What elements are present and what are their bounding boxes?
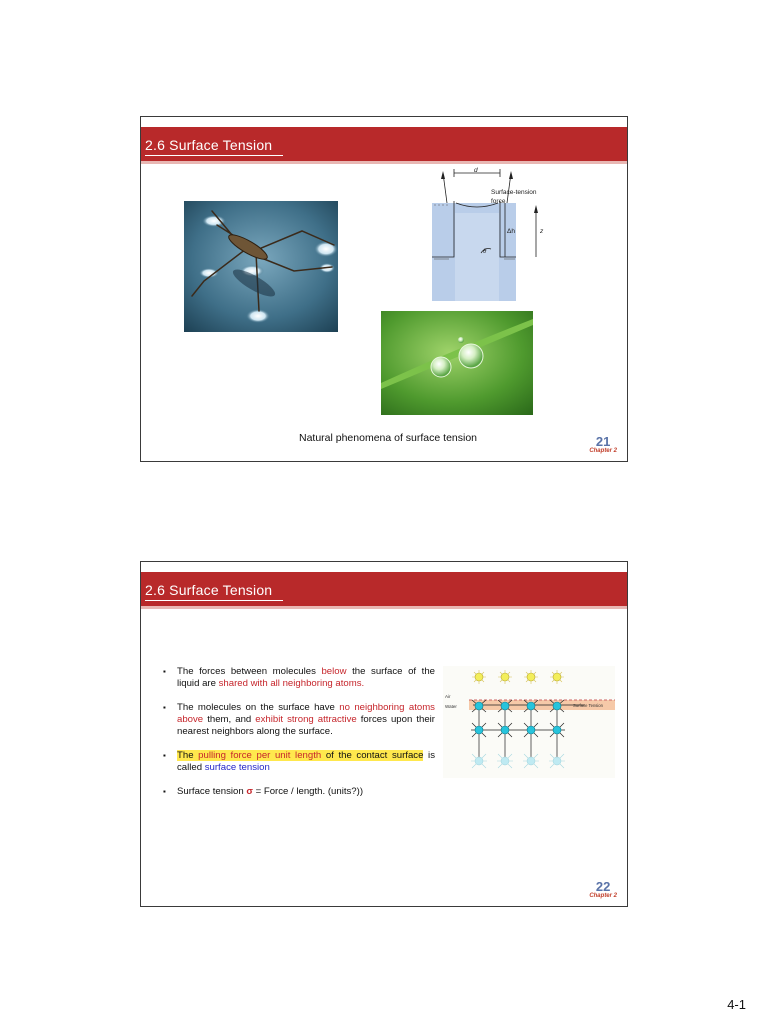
bullet-item (163, 702, 435, 738)
bullet-item (163, 750, 435, 774)
bullet-item (163, 666, 435, 690)
chapter-label: Chapter 2 (589, 448, 617, 454)
text: The forces between molecules (177, 666, 322, 677)
surface-tension-label: Surface Tension (573, 703, 603, 708)
handout-page-number: 4-1 (727, 997, 746, 1012)
title-underline (145, 155, 283, 156)
title-bar (141, 127, 627, 161)
water-label: Water (445, 704, 457, 709)
water-strider-photo (184, 201, 338, 332)
capillary-diagram (429, 167, 555, 301)
dew-drops-photo (381, 311, 533, 415)
page-number: 22 (595, 879, 611, 894)
z-label: z (540, 228, 544, 235)
slide-title: 2.6 Surface Tension (145, 137, 273, 153)
title-underline (145, 600, 283, 601)
theta-label: θ (483, 249, 487, 255)
text: the surface of the liquid are (177, 666, 435, 689)
highlight-text: below (321, 666, 347, 677)
caption: Natural phenomena of surface tension (298, 432, 478, 444)
highlight-text: exhibit strong attractive (255, 714, 357, 725)
molecule-diagram (443, 666, 615, 778)
dh-label: Δh (507, 228, 515, 235)
chapter-label: Chapter 2 (589, 893, 617, 899)
bullet-item (163, 786, 435, 798)
force-label-2: force (491, 198, 506, 205)
page-number: 21 (595, 434, 611, 449)
slide-number (589, 881, 617, 899)
text: is called (177, 750, 435, 773)
d-label: d (474, 167, 478, 174)
text: = Force / length. (units?)) (252, 786, 364, 797)
bullet-list (163, 666, 435, 810)
slide-21 (140, 116, 628, 462)
slide-22 (140, 561, 628, 907)
sigma-symbol: σ (246, 786, 253, 797)
highlight-text: surface tension (204, 762, 270, 773)
text: them, and (203, 714, 256, 725)
force-label-1: Surface-tension (491, 189, 537, 196)
highlight-text: no neighboring atoms above (177, 702, 435, 725)
slide-title: 2.6 Surface Tension (145, 582, 273, 598)
highlight-text: of the contact surface (321, 750, 424, 761)
highlight-text: shared with all neighboring atoms. (218, 678, 365, 689)
highlight-text: pulling force per unit length (193, 750, 322, 761)
highlight-text: The (177, 750, 194, 761)
air-label: Air (445, 694, 451, 699)
text: Surface tension (177, 786, 247, 797)
text: forces upon their nearest neighbors along the surface. (177, 714, 435, 737)
text: The molecules on the surface have (177, 702, 340, 713)
slide-number (589, 436, 617, 454)
title-bar (141, 572, 627, 606)
